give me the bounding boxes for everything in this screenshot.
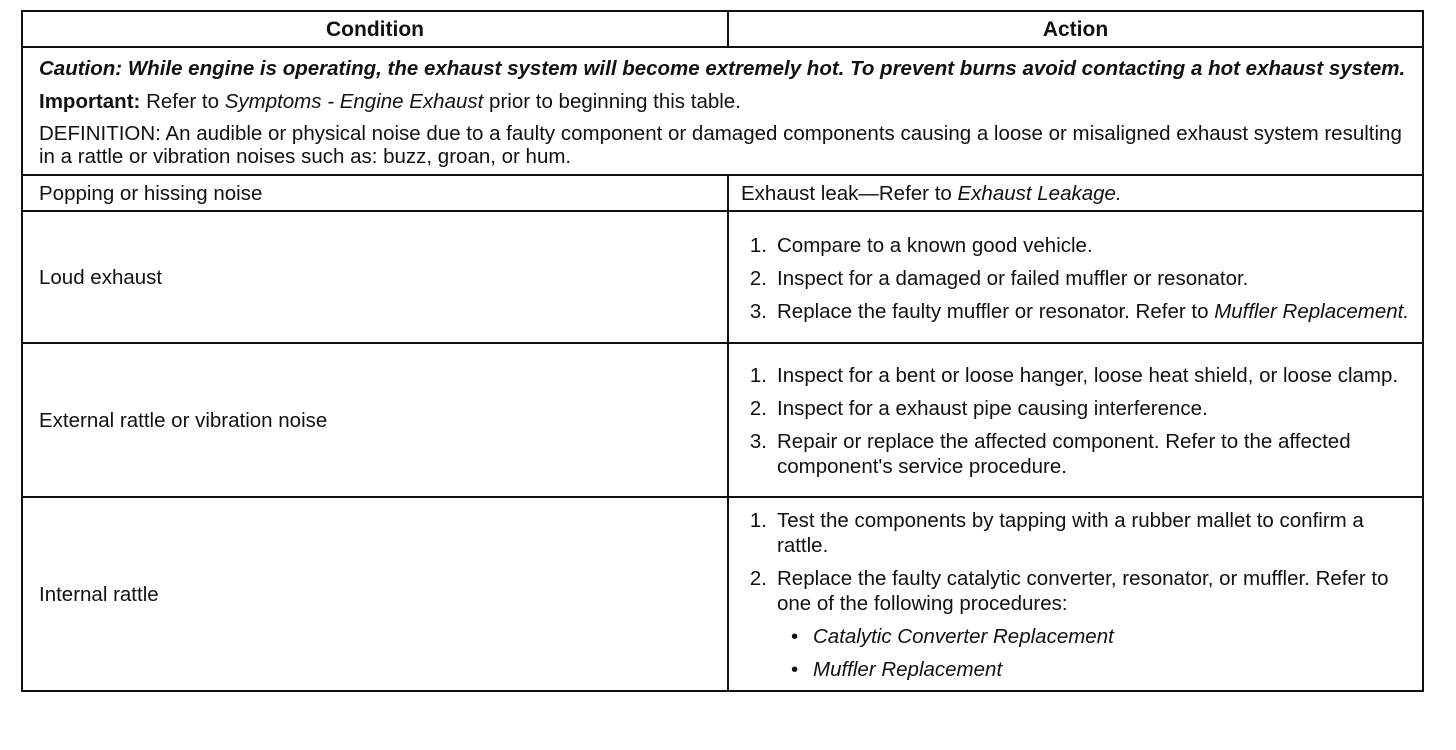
step-text bbox=[777, 508, 1412, 558]
important-pre: Refer to bbox=[146, 90, 219, 113]
caution-note: Caution: While engine is operating, the exhaust system will become extremely hot. To prevent burns avoid contacting a hot exhaust system. bbox=[39, 57, 1406, 80]
action-step bbox=[741, 396, 1412, 421]
action-steps bbox=[741, 363, 1412, 479]
step-text-body: Inspect for a bent or loose hanger, loose heat shield, or loose clamp. bbox=[777, 364, 1399, 387]
action-step bbox=[741, 233, 1412, 258]
action-step bbox=[741, 566, 1412, 682]
step-number: 1. bbox=[749, 233, 767, 257]
step-number: 1. bbox=[749, 364, 767, 387]
action-cell bbox=[728, 211, 1423, 343]
step-text-body: Compare to a known good vehicle. bbox=[777, 233, 1093, 257]
step-number: 3. bbox=[749, 430, 767, 453]
procedure-link[interactable]: Muffler Replacement bbox=[813, 658, 1003, 681]
bullet-icon: • bbox=[791, 625, 799, 648]
condition-cell: External rattle or vibration noise bbox=[22, 343, 728, 497]
action-steps bbox=[741, 508, 1412, 682]
action-step bbox=[741, 508, 1412, 558]
step-text-body: Replace the faulty muffler or resonator. Refer to bbox=[777, 299, 1209, 323]
step-text bbox=[777, 363, 1412, 388]
step-number: 2. bbox=[749, 266, 767, 290]
step-text bbox=[777, 396, 1412, 421]
action-steps bbox=[741, 233, 1412, 324]
step-number: 3. bbox=[749, 299, 767, 323]
step-number: 1. bbox=[749, 509, 767, 532]
table-row bbox=[22, 211, 1423, 343]
action-step bbox=[741, 429, 1412, 479]
notes-row bbox=[22, 47, 1423, 175]
action-ref-link[interactable]: Exhaust Leakage. bbox=[957, 181, 1122, 205]
action-text: Exhaust leak—Refer to bbox=[741, 181, 952, 205]
condition-cell: Internal rattle bbox=[22, 497, 728, 691]
step-text-body: Repair or replace the affected component. Refer to the affected component's service procedure. bbox=[777, 430, 1351, 478]
important-ref-link[interactable]: Symptoms - Engine Exhaust bbox=[224, 90, 484, 113]
action-header: Action bbox=[728, 11, 1423, 47]
action-step bbox=[741, 266, 1412, 291]
condition-header: Condition bbox=[22, 11, 728, 47]
important-post: prior to beginning this table. bbox=[489, 90, 741, 113]
step-text bbox=[777, 233, 1412, 258]
action-cell bbox=[728, 497, 1423, 691]
procedure-list bbox=[777, 624, 1412, 682]
important-note bbox=[39, 89, 1408, 114]
bullet-icon: • bbox=[791, 658, 799, 681]
step-number: 2. bbox=[749, 397, 767, 420]
table-row bbox=[22, 343, 1423, 497]
table-row bbox=[22, 175, 1423, 211]
notes-cell bbox=[22, 47, 1423, 175]
step-text-body: Test the components by tapping with a rubber mallet to confirm a rattle. bbox=[777, 509, 1364, 557]
step-text-body: Replace the faulty catalytic converter, resonator, or muffler. Refer to one of the following procedures: bbox=[777, 567, 1389, 615]
step-ref-link[interactable]: Muffler Replacement. bbox=[1214, 299, 1410, 323]
definition-note: DEFINITION: An audible or physical noise due to a faulty component or damaged components causing a loose or misaligned exhaust system resulting in a rattle or vibration noises such as: buzz, groan, or hum. bbox=[39, 122, 1402, 168]
step-text bbox=[777, 299, 1412, 324]
step-text bbox=[777, 266, 1412, 291]
step-number: 2. bbox=[749, 567, 767, 590]
important-label: Important: bbox=[39, 90, 141, 113]
action-cell bbox=[728, 343, 1423, 497]
diagnostic-table bbox=[21, 10, 1424, 692]
condition-cell: Loud exhaust bbox=[22, 211, 728, 343]
table-row bbox=[22, 497, 1423, 691]
procedure-item bbox=[791, 624, 1412, 649]
procedure-item bbox=[791, 657, 1412, 682]
header-row bbox=[22, 11, 1423, 47]
condition-cell: Popping or hissing noise bbox=[22, 175, 728, 211]
step-text bbox=[777, 566, 1412, 682]
action-step bbox=[741, 299, 1412, 324]
step-text-body: Inspect for a exhaust pipe causing interference. bbox=[777, 397, 1208, 420]
step-text-body: Inspect for a damaged or failed muffler or resonator. bbox=[777, 266, 1249, 290]
procedure-link[interactable]: Catalytic Converter Replacement bbox=[813, 625, 1114, 648]
action-step bbox=[741, 363, 1412, 388]
step-text bbox=[777, 429, 1412, 479]
action-cell bbox=[728, 175, 1423, 211]
